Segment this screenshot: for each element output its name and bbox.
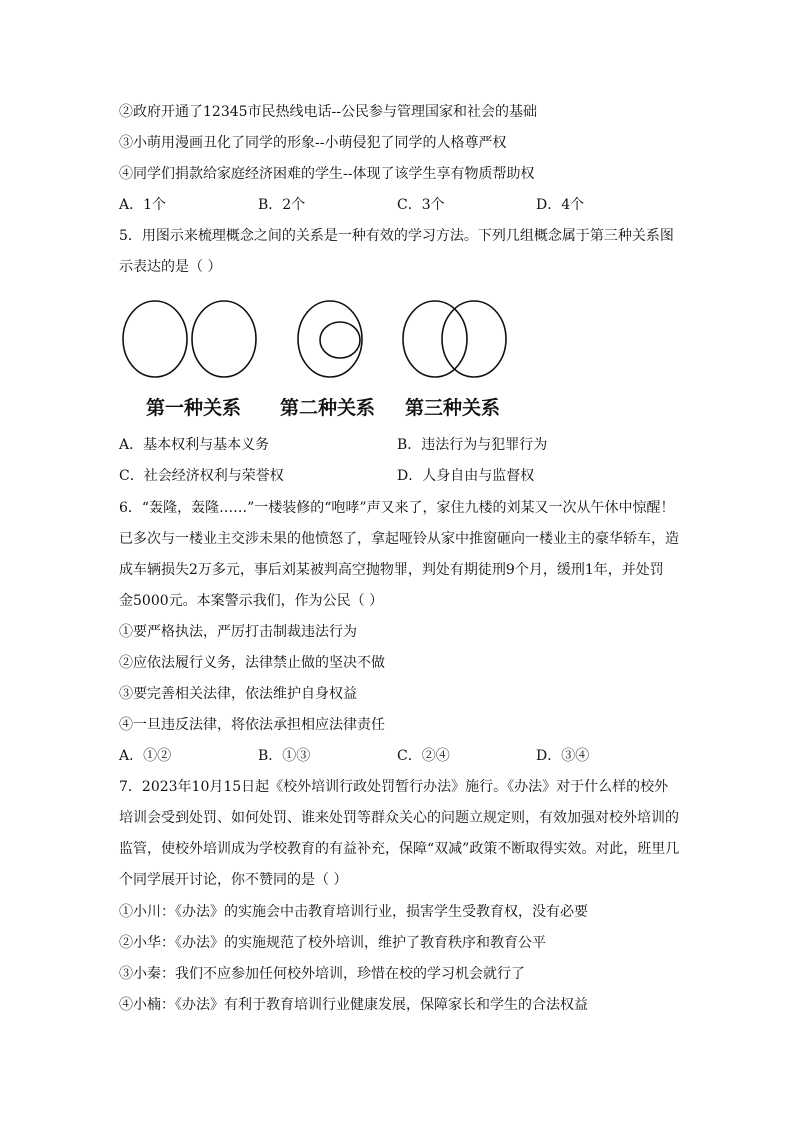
q6-option-d: D．③④ (536, 748, 590, 764)
q7-stem-line4: 个同学展开讨论，你不赞同的是（ ） (119, 872, 348, 888)
q5-stem-line1: 5．用图示来梳理概念之间的关系是一种有效的学习方法。下列几组概念属于第三种关系图 (119, 228, 674, 244)
q4-option-d: D．4个 (536, 197, 585, 213)
q7-stem-line3: 监管，使校外培训成为学校教育的有益补充，保障“双减”政策不断取得实效。对此，班里几 (119, 841, 680, 857)
q7-item-4: ④小楠：《办法》有利于教育培训行业健康发展，保障家长和学生的合法权益 (119, 997, 588, 1013)
q6-item-1: ①要严格执法，严厉打击制裁违法行为 (119, 624, 357, 640)
q6-stem-line4: 金5000元。本案警示我们，作为公民（ ） (119, 593, 384, 609)
caption-relation-1: 第一种关系 (146, 397, 242, 419)
q7-stem-line1: 7．2023年10月15日起《校外培训行政处罚暂行办法》施行。《办法》对于什么样的校外 (119, 779, 669, 795)
q6-option-a: A．①② (119, 748, 172, 764)
q6-stem-line2: 已多次与一楼业主交涉未果的他愤怒了，拿起哑铃从家中推窗砸向一楼业主的豪华轿车，造 (119, 531, 679, 547)
q4-option-c: C．3个 (397, 197, 445, 213)
q6-item-2: ②应依法履行义务，法律禁止做的坚决不做 (119, 655, 385, 671)
q4-item-2: ②政府开通了12345市民热线电话--公民参与管理国家和社会的基础 (119, 104, 537, 120)
q4-option-a: A．1个 (119, 197, 167, 213)
q4-item-3: ③小萌用漫画丑化了同学的形象--小萌侵犯了同学的人格尊严权 (119, 135, 507, 151)
q6-item-3: ③要完善相关法律，依法维护自身权益 (119, 686, 357, 702)
q7-item-2: ②小华：《办法》的实施规范了校外培训，维护了教育秩序和教育公平 (119, 935, 546, 951)
q4-item-4: ④同学们捐款给家庭经济困难的学生--体现了该学生享有物质帮助权 (119, 166, 535, 182)
q6-stem-line1: 6．“轰隆，轰隆……”一楼装修的“咆哮”声又来了，家住九楼的刘某又一次从午休中惊醒！ (119, 500, 675, 516)
caption-relation-2: 第二种关系 (280, 397, 376, 419)
q5-option-b: B．违法行为与犯罪行为 (397, 437, 548, 453)
q7-item-1: ①小川：《办法》的实施会中击教育培训行业，损害学生受教育权，没有必要 (119, 904, 588, 920)
q6-option-b: B．①③ (258, 748, 311, 764)
q6-option-c: C．②④ (397, 748, 450, 764)
relation-3-circles (403, 301, 506, 377)
caption-relation-3: 第三种关系 (405, 397, 501, 419)
relation-1-circles (123, 301, 256, 377)
q4-option-b: B．2个 (258, 197, 306, 213)
q5-stem-line2: 示表达的是（ ） (119, 259, 222, 275)
q5-option-a: A．基本权利与基本义务 (119, 437, 270, 453)
q7-stem-line2: 培训会受到处罚、如何处罚、谁来处罚等群众关心的问题立规定则，有效加强对校外培训的 (119, 810, 679, 826)
relation-diagram (118, 298, 538, 426)
q5-option-c: C．社会经济权利与荣誉权 (119, 468, 284, 484)
q6-stem-line3: 成车辆损失2万多元，事后刘某被判高空抛物罪，判处有期徒刑9个月，缓刑1年，并处罚 (119, 562, 664, 578)
q5-option-d: D．人身自由与监督权 (397, 468, 535, 484)
q7-item-3: ③小秦：我们不应参加任何校外培训，珍惜在校的学习机会就行了 (119, 966, 525, 982)
relation-2-circles (298, 301, 362, 377)
q6-item-4: ④一旦违反法律，将依法承担相应法律责任 (119, 717, 385, 733)
